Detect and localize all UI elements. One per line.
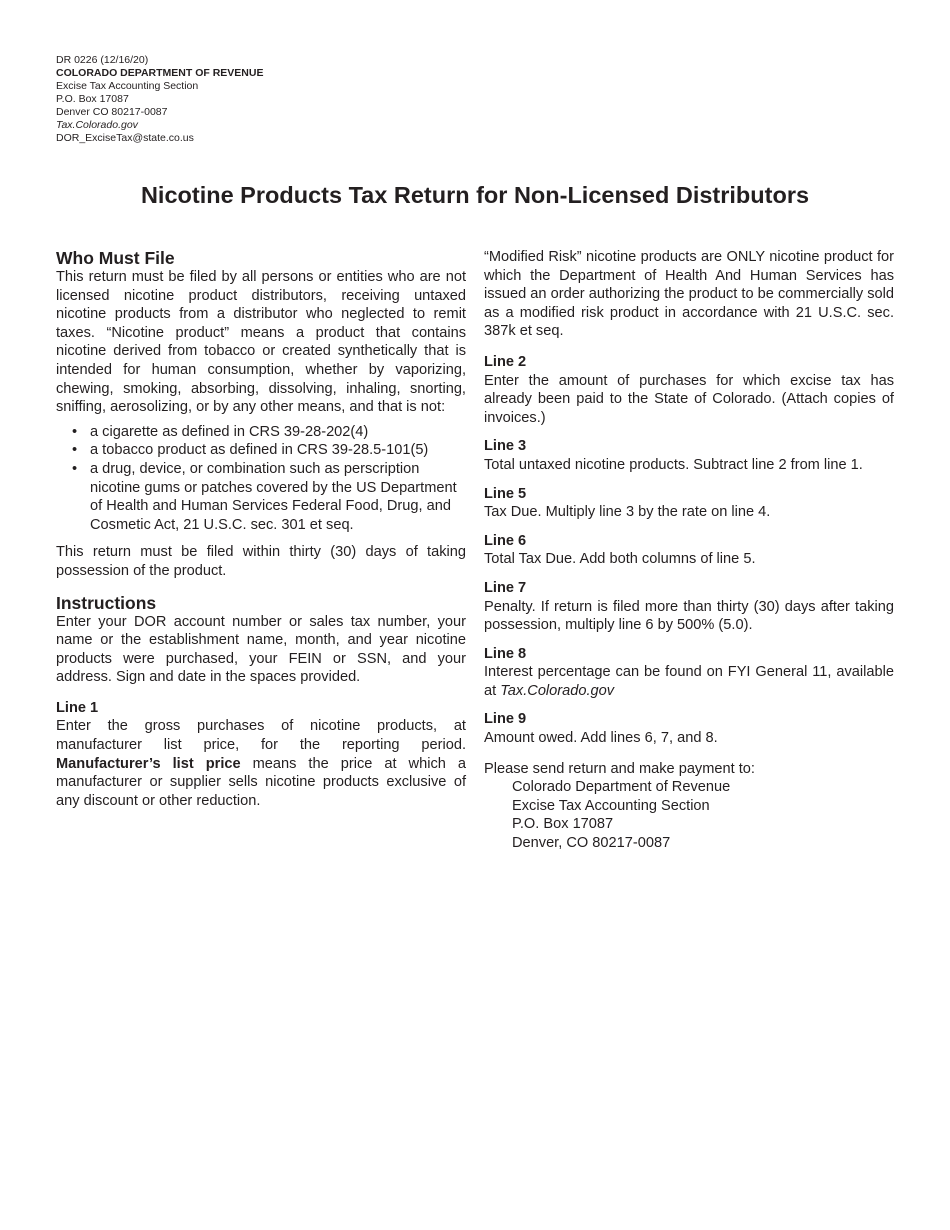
line1-paragraph: [56, 717, 466, 810]
address-line: P.O. Box 17087: [512, 816, 614, 833]
list-item: • a drug, device, or combination such as perscription nicotine gums or patches covered by the US Department of Health and Human Services Federal Food, Drug, and Cosmetic Act, 21 U.S.C. sec. 301 et seq.: [90, 460, 466, 534]
line3-text: Total untaxed nicotine products. Subtract line 2 from line 1.: [484, 456, 863, 473]
line2-text: Enter the amount of purchases for which excise tax has already been paid to the State of Colorado. (Attach copies of invoices.): [484, 372, 894, 426]
instructions-paragraph: Enter your DOR account number or sales tax number, your name or the establishment name, month, and year nicotine products were purchased, your FEIN or SSN, and your address. Sign and date in the spaces provided.: [56, 613, 466, 686]
exclusion-list: [56, 423, 466, 535]
line2-heading: Line 2: [484, 353, 527, 370]
mailing-address: [484, 778, 894, 852]
who-must-file-paragraph: This return must be filed by all persons or entities who are not licensed nicotine product distributors, receiving untaxed nicotine products from a distributor who neglected to remit taxes. “Nicotine product” means a product that contains nicotine derived from tobacco or created synthetically that is intended for human consumption, whether by vaporizing, chewing, smoking, absorbing, dissolving, inhaling, snorting, sniffing, aerosolizing, or by any other means, and that is not:: [56, 269, 466, 416]
right-column: [484, 248, 894, 853]
line5-text: Tax Due. Multiply line 3 by the rate on line 4.: [484, 504, 771, 521]
page-title: Nicotine Products Tax Return for Non-Licensed Distributors: [140, 182, 810, 208]
email: DOR_ExciseTax@state.co.us: [56, 132, 194, 144]
line3-heading: Line 3: [484, 438, 527, 455]
section-name: Excise Tax Accounting Section: [56, 80, 199, 92]
line7-text: Penalty. If return is filed more than thirty (30) days after taking possession, multiply line 6 by 500% (5.0).: [484, 598, 894, 634]
line6-heading: Line 6: [484, 532, 527, 549]
who-must-file-heading: Who Must File: [56, 248, 175, 268]
list-item: • a cigarette as defined in CRS 39-28-202(4): [90, 423, 466, 442]
line8-paragraph: [484, 663, 894, 700]
line1-text-a: Enter the gross purchases of nicotine products, at manufacturer list price, for the reporting period.: [56, 718, 466, 754]
filing-deadline-paragraph: This return must be filed within thirty (30) days of taking possession of the product.: [56, 544, 466, 579]
address-line: Colorado Department of Revenue: [512, 779, 731, 796]
instructions-heading: Instructions: [56, 592, 157, 613]
modified-risk-paragraph: “Modified Risk” nicotine products are ONLY nicotine product for which the Department of Health And Human Services has issued an order authorizing the product to be commercially sold as a modified risk product in accordance with 21 U.S.C. sec. 387k et seq.: [484, 249, 894, 340]
department-name: COLORADO DEPARTMENT OF REVENUE: [56, 67, 264, 79]
line8-text: Interest percentage can be found on FYI General 11, available at: [484, 664, 894, 699]
po-box: P.O. Box 17087: [56, 93, 129, 105]
line1-heading: Line 1: [56, 699, 99, 716]
address-line: Excise Tax Accounting Section: [512, 797, 710, 814]
line8-heading: Line 8: [484, 645, 527, 662]
line1-term: Manufacturer’s list price: [56, 755, 241, 772]
line1-text-b: means the price at which a manufacturer or supplier sells nicotine products exclusive of any discount or other reduction.: [56, 755, 466, 809]
left-column: [56, 248, 466, 810]
address-line: Denver, CO 80217-0087: [512, 835, 671, 852]
line6-text: Total Tax Due. Add both columns of line 5.: [484, 551, 756, 568]
line7-heading: Line 7: [484, 579, 527, 596]
line8-website-link[interactable]: Tax.Colorado.gov: [500, 682, 615, 699]
form-header: [56, 54, 263, 145]
line9-text: Amount owed. Add lines 6, 7, and 8.: [484, 730, 718, 747]
send-to-intro: Please send return and make payment to:: [484, 760, 755, 777]
line9-heading: Line 9: [484, 711, 527, 728]
website: Tax.Colorado.gov: [56, 119, 138, 131]
list-item: • a tobacco product as defined in CRS 39-28.5-101(5): [90, 441, 466, 460]
line5-heading: Line 5: [484, 485, 527, 502]
form-number: DR 0226 (12/16/20): [56, 54, 149, 66]
city-line: Denver CO 80217-0087: [56, 106, 168, 118]
